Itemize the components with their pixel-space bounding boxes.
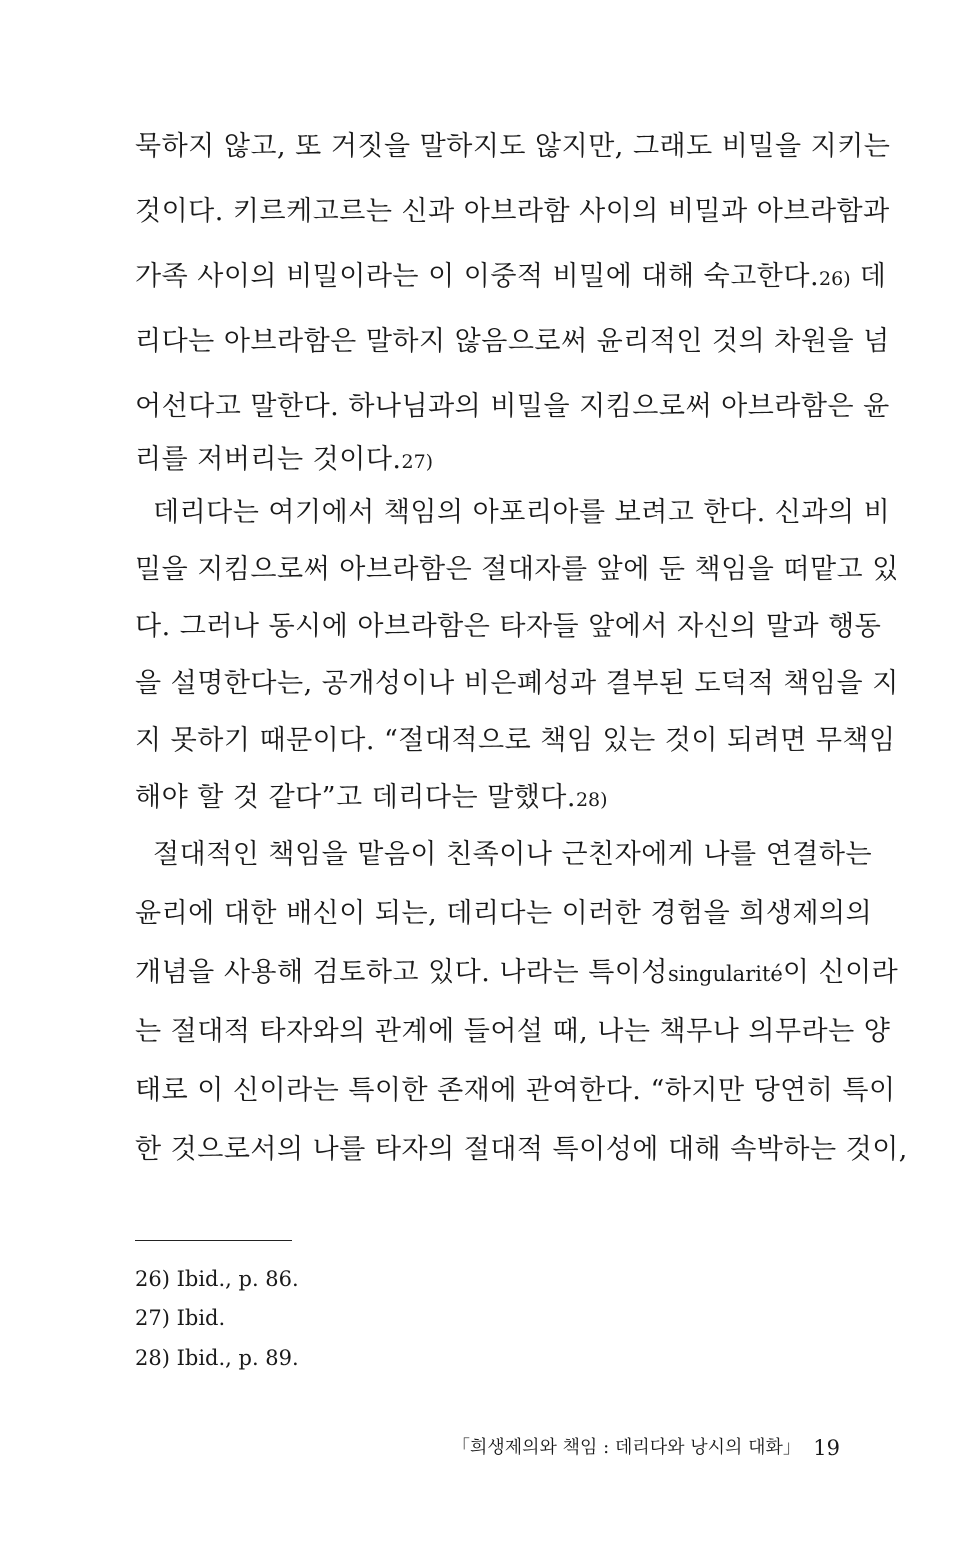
page-number: 19 [813,1436,840,1460]
text-line: 윤리에 대한 배신이 되는, 데리다는 이러한 경험을 희생제의의 [135,898,873,929]
footnote-ref: 28) [575,789,608,811]
running-footer [452,1432,840,1464]
footnote-separator [135,1240,292,1241]
text-line: 것이다. 키르케고르는 신과 아브라함 사이의 비밀과 아브라함과 [135,196,890,227]
text-line: 해야 할 것 같다”고 데리다는 말했다.28) [135,782,608,813]
footnote-ref: 26) [819,268,851,290]
text-line: 어선다고 말한다. 하나님과의 비밀을 지킴으로써 아브라함은 윤 [135,391,890,422]
text-line: 다. 그러나 동시에 아브라함은 타자들 앞에서 자신의 말과 행동 [135,611,882,642]
footnote: 27) Ibid. [135,1306,226,1330]
text-line: 묵하지 않고, 또 거짓을 말하지도 않지만, 그래도 비밀을 지키는 [135,131,891,162]
footnote: 26) Ibid., p. 86. [135,1267,299,1291]
text-line: 을 설명한다는, 공개성이나 비은폐성과 결부된 도덕적 책임을 지 [135,668,899,699]
text-line: 는 절대적 타자와의 관계에 들어설 때, 나는 책무나 의무라는 양 [135,1016,891,1047]
text-line: 밀을 지킴으로써 아브라함은 절대자를 앞에 둔 책임을 떠맡고 있 [135,554,899,585]
text-line-paragraph-start: 데리다는 여기에서 책임의 아포리아를 보려고 한다. 신과의 비 [153,497,891,528]
text-line: 한 것으로서의 나를 타자의 절대적 특이성에 대해 속박하는 것이, [135,1134,908,1165]
text-line-paragraph-start: 절대적인 책임을 맡음이 친족이나 근친자에게 나를 연결하는 [153,839,873,870]
text-line: 리다는 아브라함은 말하지 않음으로써 윤리적인 것의 차원을 넘 [135,326,890,357]
text-line: 가족 사이의 비밀이라는 이 이중적 비밀에 대해 숙고한다.26) 데 [135,261,887,292]
footnote-ref: 27) [401,451,434,473]
text-line: 지 못하기 때문이다. “절대적으로 책임 있는 것이 되려면 무책임 [135,725,896,756]
text-line: 태로 이 신이라는 특이한 존재에 관여한다. “하지만 당연히 특이 [135,1075,896,1106]
text-line: 개념을 사용해 검토하고 있다. 나라는 특이성singularité이 신이라 [135,957,899,988]
footnote: 28) Ibid., p. 89. [135,1346,299,1370]
running-title: 「희생제의와 책임 : 데리다와 낭시의 대화」 [452,1437,801,1458]
foreign-term: singularité [667,962,783,986]
text-line: 리를 저버리는 것이다.27) [135,444,434,475]
